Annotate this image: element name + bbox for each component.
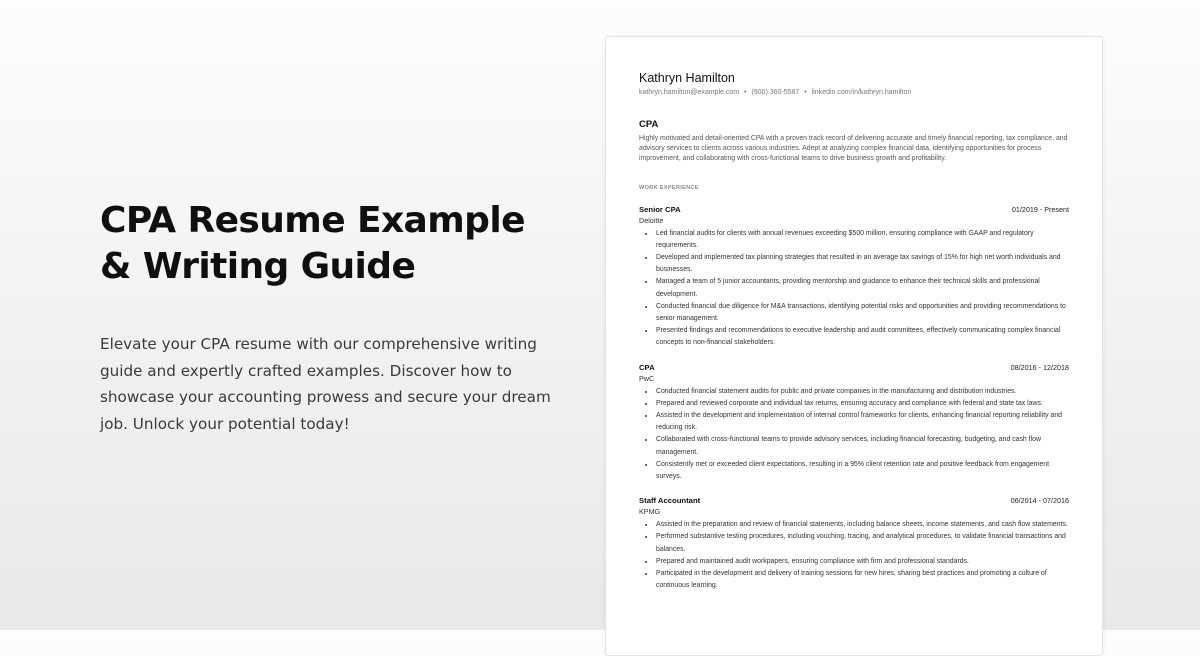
job-bullet: • Consistently met or exceeded client expectations, resulting in a 95% client retention rate and positive feedback from engagement surveys. bbox=[655, 459, 1069, 483]
job-role: CPA bbox=[639, 362, 655, 372]
job-bullet: • Presented findings and recommendations to executive leadership and audit committees, effectively communicating complex financial concepts to non-financial stakeholders. bbox=[655, 325, 1069, 349]
job-bullet: • Conducted financial due diligence for M&A transactions, identifying potential risks and opportunities and providing recommendations to senior management. bbox=[655, 301, 1069, 325]
job-bullet: • Developed and implemented tax planning strategies that resulted in an average tax savings of 15% for high net worth individuals and businesses. bbox=[655, 252, 1069, 276]
job-entry bbox=[639, 363, 1069, 484]
job-bullets bbox=[639, 386, 1069, 484]
contact-separator: • bbox=[804, 89, 807, 96]
job-bullet: • Led financial audits for clients with annual revenues exceeding $500 million, ensuring compliance with GAAP and regulatory requirements. bbox=[655, 228, 1069, 252]
job-role: Senior CPA bbox=[639, 204, 681, 214]
job-bullets bbox=[639, 228, 1069, 350]
resume-linkedin: linkedin.com/in/kathryn.hamilton bbox=[811, 89, 912, 96]
job-bullet: • Conducted financial statement audits for public and private companies in the manufacturing and distribution industries. bbox=[655, 386, 1069, 398]
resume-summary: Highly motivated and detail-oriented CPA with a proven track record of delivering accurate and timely financial reporting, tax compliance, and advisory services to clients across various industries. Adept at analyzing complex financial data, identifying opportunities for process improvement, and collaborating with cross-functional teams to drive business growth and profitability. bbox=[639, 135, 1068, 163]
resume-email: kathryn.hamilton@example.com bbox=[639, 89, 740, 96]
job-role: Staff Accountant bbox=[639, 496, 701, 506]
job-company: PwC bbox=[639, 373, 655, 383]
hero-section bbox=[100, 198, 560, 437]
resume-preview bbox=[605, 36, 1103, 656]
job-bullet: • Performed substantive testing procedures, including vouching, tracing, and analytical procedures, to validate financial transactions and balances. bbox=[655, 531, 1069, 555]
page-title-line-1: CPA Resume Example bbox=[100, 200, 525, 241]
job-bullet: • Collaborated with cross-functional teams to provide advisory services, including financial forecasting, budgeting, and cash flow management. bbox=[655, 434, 1069, 458]
resume-phone: (900) 360-5587 bbox=[751, 89, 800, 96]
job-bullet: • Participated in the development and delivery of training sessions for new hires, sharing best practices and promoting a culture of continuous learning. bbox=[655, 568, 1069, 592]
job-dates: 01/2019 - Present bbox=[1011, 204, 1069, 214]
section-heading-work-experience: WORK EXPERIENCE bbox=[639, 184, 699, 191]
hero-description: Elevate your CPA resume with our comprehensive writing guide and expertly crafted examples. Discover how to showcase your accounting prowess and secure your dream job. Unlock your potential today! bbox=[100, 335, 551, 433]
job-company: Deloitte bbox=[639, 215, 664, 225]
job-bullet: • Assisted in the development and implementation of internal control frameworks for clients, enhancing financial reporting reliability and reducing risk. bbox=[655, 410, 1069, 434]
job-entry bbox=[639, 496, 1069, 592]
page-title-line-2: & Writing Guide bbox=[100, 246, 416, 287]
job-bullet: • Assisted in the preparation and review of financial statements, including balance sheets, income statements, and cash flow statements. bbox=[655, 519, 1069, 531]
job-bullet: • Prepared and maintained audit workpapers, ensuring compliance with firm and professional standards. bbox=[655, 556, 1069, 568]
resume-contact bbox=[639, 88, 1069, 98]
job-bullet: • Managed a team of 5 junior accountants, providing mentorship and guidance to enhance their technical skills and professional development. bbox=[655, 276, 1069, 300]
contact-separator: • bbox=[744, 89, 747, 96]
resume-name: Kathryn Hamilton bbox=[639, 71, 735, 85]
job-company: KPMG bbox=[639, 507, 661, 517]
page-title bbox=[100, 198, 560, 290]
job-bullet: • Prepared and reviewed corporate and individual tax returns, ensuring accuracy and compliance with federal and state tax laws. bbox=[655, 398, 1069, 410]
job-dates: 06/2014 - 07/2016 bbox=[1010, 496, 1069, 506]
resume-title: CPA bbox=[639, 119, 659, 130]
job-dates: 08/2016 - 12/2018 bbox=[1010, 362, 1069, 372]
job-entry bbox=[639, 205, 1069, 350]
job-bullets bbox=[639, 519, 1069, 592]
